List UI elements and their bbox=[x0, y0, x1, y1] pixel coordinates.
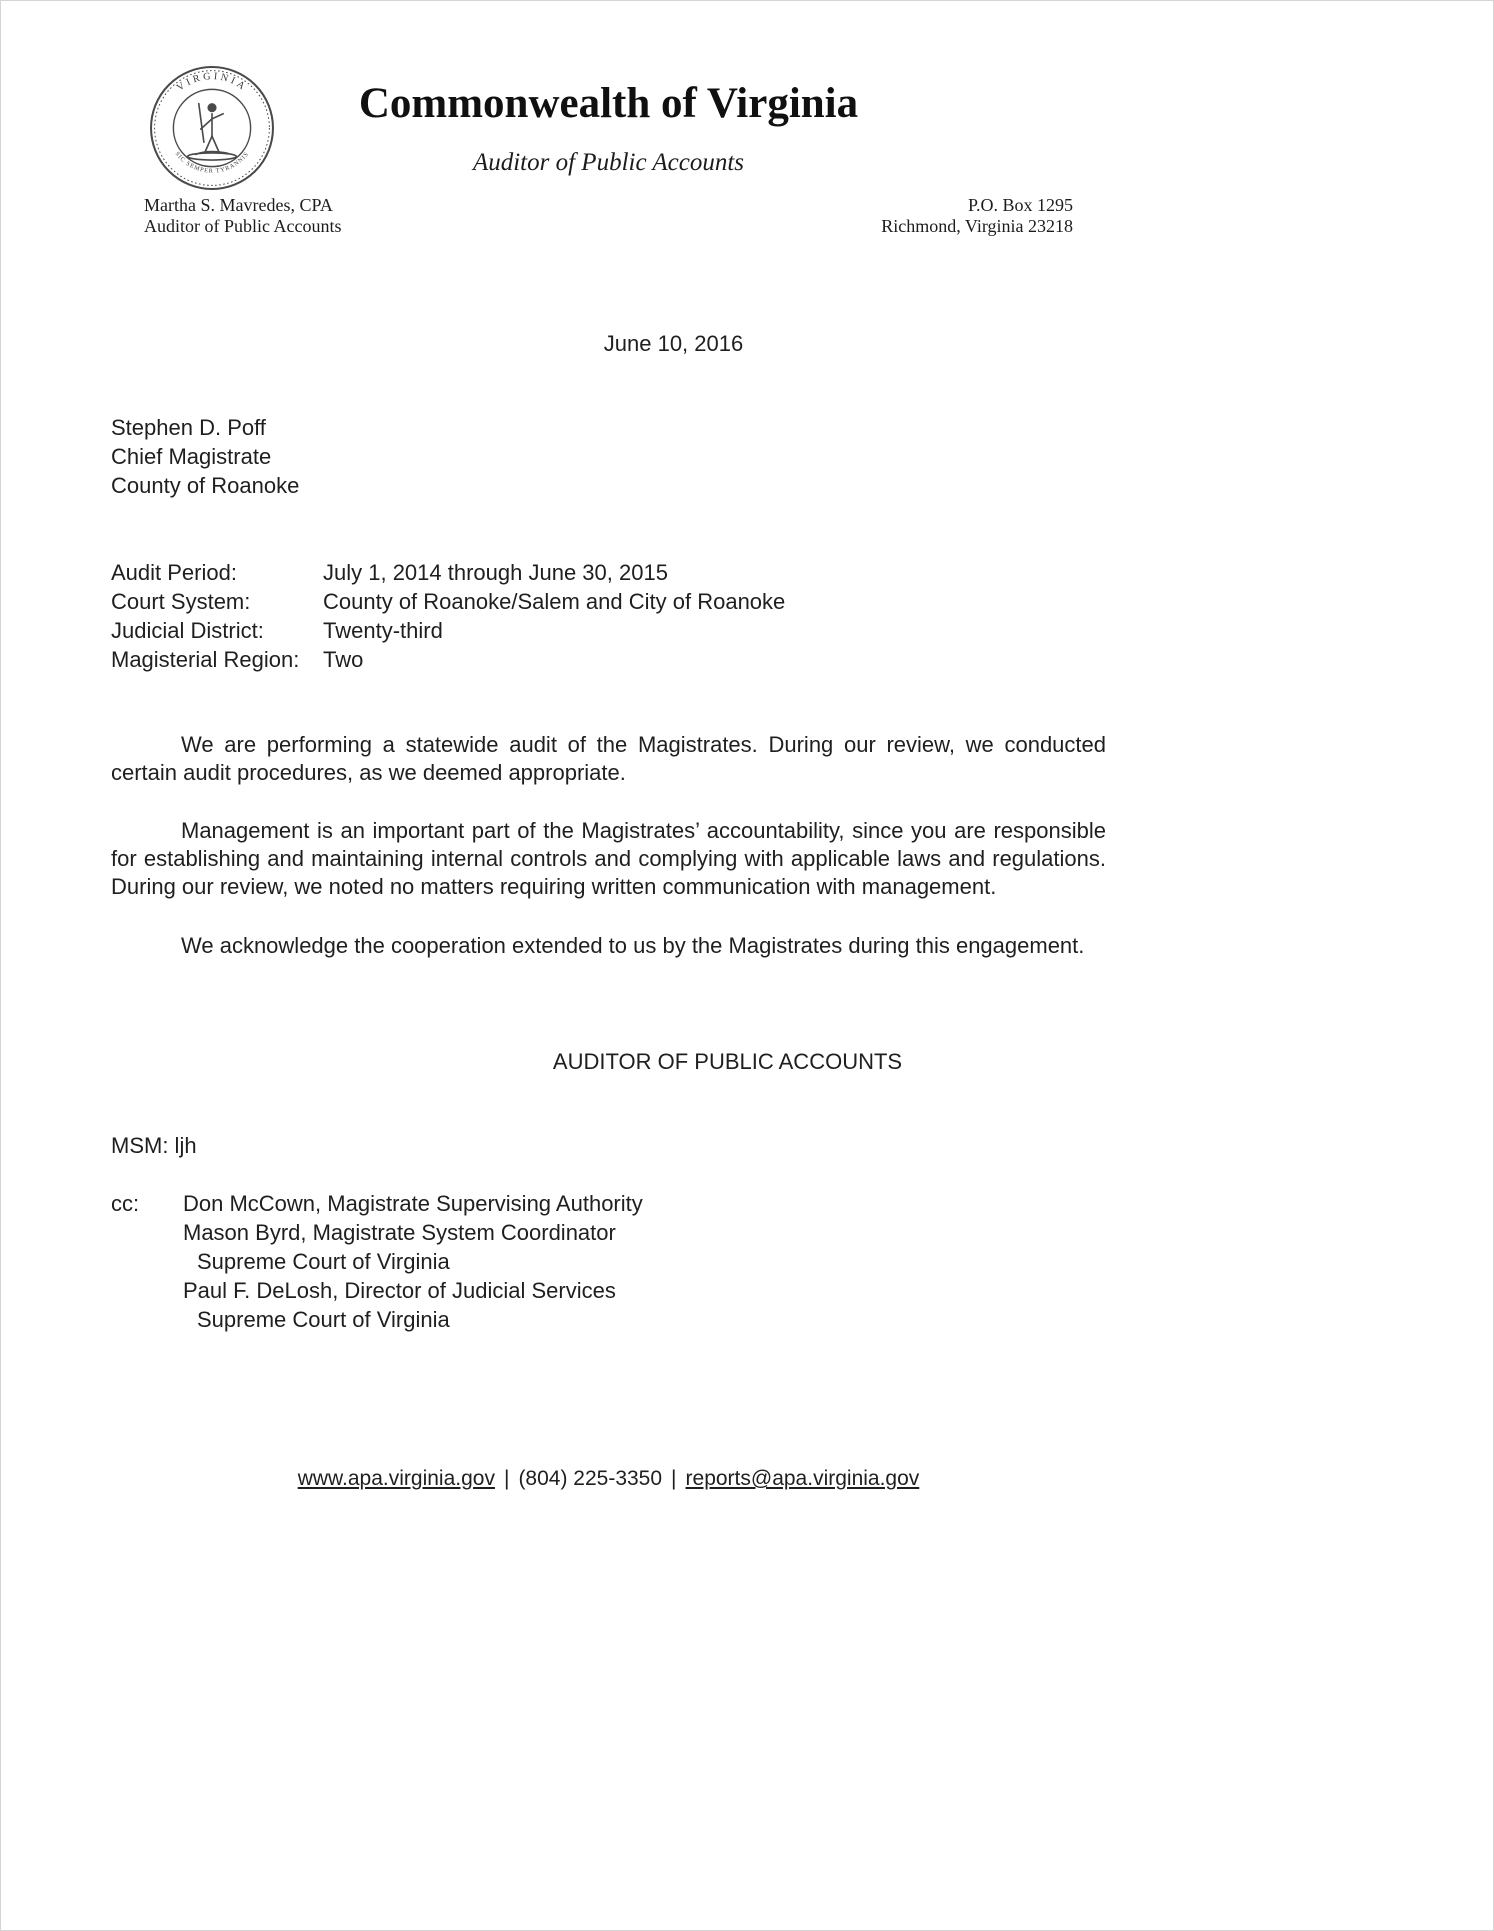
footer-separator: | bbox=[671, 1467, 677, 1490]
address-line-2: Richmond, Virginia 23218 bbox=[881, 216, 1073, 236]
field-value: Twenty-third bbox=[323, 618, 443, 643]
email-link[interactable]: reports@apa.virginia.gov bbox=[685, 1467, 920, 1490]
cc-item: Paul F. DeLosh, Director of Judicial Services bbox=[183, 1278, 616, 1303]
field-value: County of Roanoke/Salem and City of Roanoke bbox=[323, 589, 786, 614]
cc-label: cc: bbox=[111, 1191, 140, 1216]
recipient-title: Chief Magistrate bbox=[111, 444, 272, 469]
field-value: July 1, 2014 through June 30, 2015 bbox=[323, 560, 668, 585]
field-row-court-system bbox=[111, 587, 1106, 616]
letterhead bbox=[111, 1, 1106, 251]
seal-top-text: VIRGINIA bbox=[174, 71, 250, 94]
field-label: Court System: bbox=[111, 589, 251, 614]
website-link[interactable]: www.apa.virginia.gov bbox=[297, 1467, 495, 1490]
office-address-block bbox=[881, 195, 1073, 237]
cc-item: Don McCown, Magistrate Supervising Authority bbox=[183, 1191, 643, 1216]
field-row-judicial-district bbox=[111, 616, 1106, 645]
seal-bottom-text: SIC SEMPER TYRANNIS bbox=[173, 151, 251, 175]
field-row-magisterial-region bbox=[111, 645, 1106, 674]
official-title: Auditor of Public Accounts bbox=[144, 216, 342, 236]
audit-fields bbox=[111, 558, 1106, 674]
footer-contact-line bbox=[111, 1467, 1106, 1491]
body-paragraph-1: We are performing a statewide audit of the Magistrates. During our review, we conducted certain audit procedures, as we deemed appropriate. bbox=[111, 732, 1106, 785]
recipient-name: Stephen D. Poff bbox=[111, 415, 266, 440]
recipient-block bbox=[111, 413, 1106, 500]
official-name: Martha S. Mavredes, CPA bbox=[144, 195, 333, 215]
body-paragraph-2: Management is an important part of the Magistrates’ accountability, since you are responsible for establishing and maintaining internal controls and complying with applicable laws and regulations. During our review, we noted no matters requiring written communication with management. bbox=[111, 818, 1106, 899]
cc-item: Supreme Court of Virginia bbox=[197, 1249, 450, 1274]
field-row-audit-period bbox=[111, 558, 1106, 587]
address-line-1: P.O. Box 1295 bbox=[967, 195, 1073, 215]
letterhead-subtitle: Auditor of Public Accounts bbox=[472, 149, 745, 176]
letter-content bbox=[111, 1, 1106, 1334]
phone-number: (804) 225-3350 bbox=[518, 1467, 663, 1490]
field-label: Magisterial Region: bbox=[111, 647, 300, 672]
footer-separator: | bbox=[503, 1467, 510, 1490]
field-value: Two bbox=[323, 647, 364, 672]
body-paragraph-3: We acknowledge the cooperation extended to us by the Magistrates during this engagement. bbox=[181, 933, 1085, 958]
letterhead-title: Commonwealth of Virginia bbox=[358, 80, 859, 127]
field-label: Audit Period: bbox=[111, 560, 237, 585]
cc-list bbox=[183, 1189, 643, 1334]
field-label: Judicial District: bbox=[111, 618, 264, 643]
letter-date: June 10, 2016 bbox=[603, 331, 744, 356]
cc-block bbox=[111, 1189, 1106, 1334]
reference-initials: MSM: ljh bbox=[111, 1133, 197, 1158]
recipient-locality: County of Roanoke bbox=[111, 473, 300, 498]
signature-organization: AUDITOR OF PUBLIC ACCOUNTS bbox=[552, 1049, 903, 1074]
official-name-block bbox=[144, 195, 341, 237]
cc-item: Mason Byrd, Magistrate System Coordinator bbox=[183, 1220, 616, 1245]
cc-item: Supreme Court of Virginia bbox=[197, 1307, 450, 1332]
